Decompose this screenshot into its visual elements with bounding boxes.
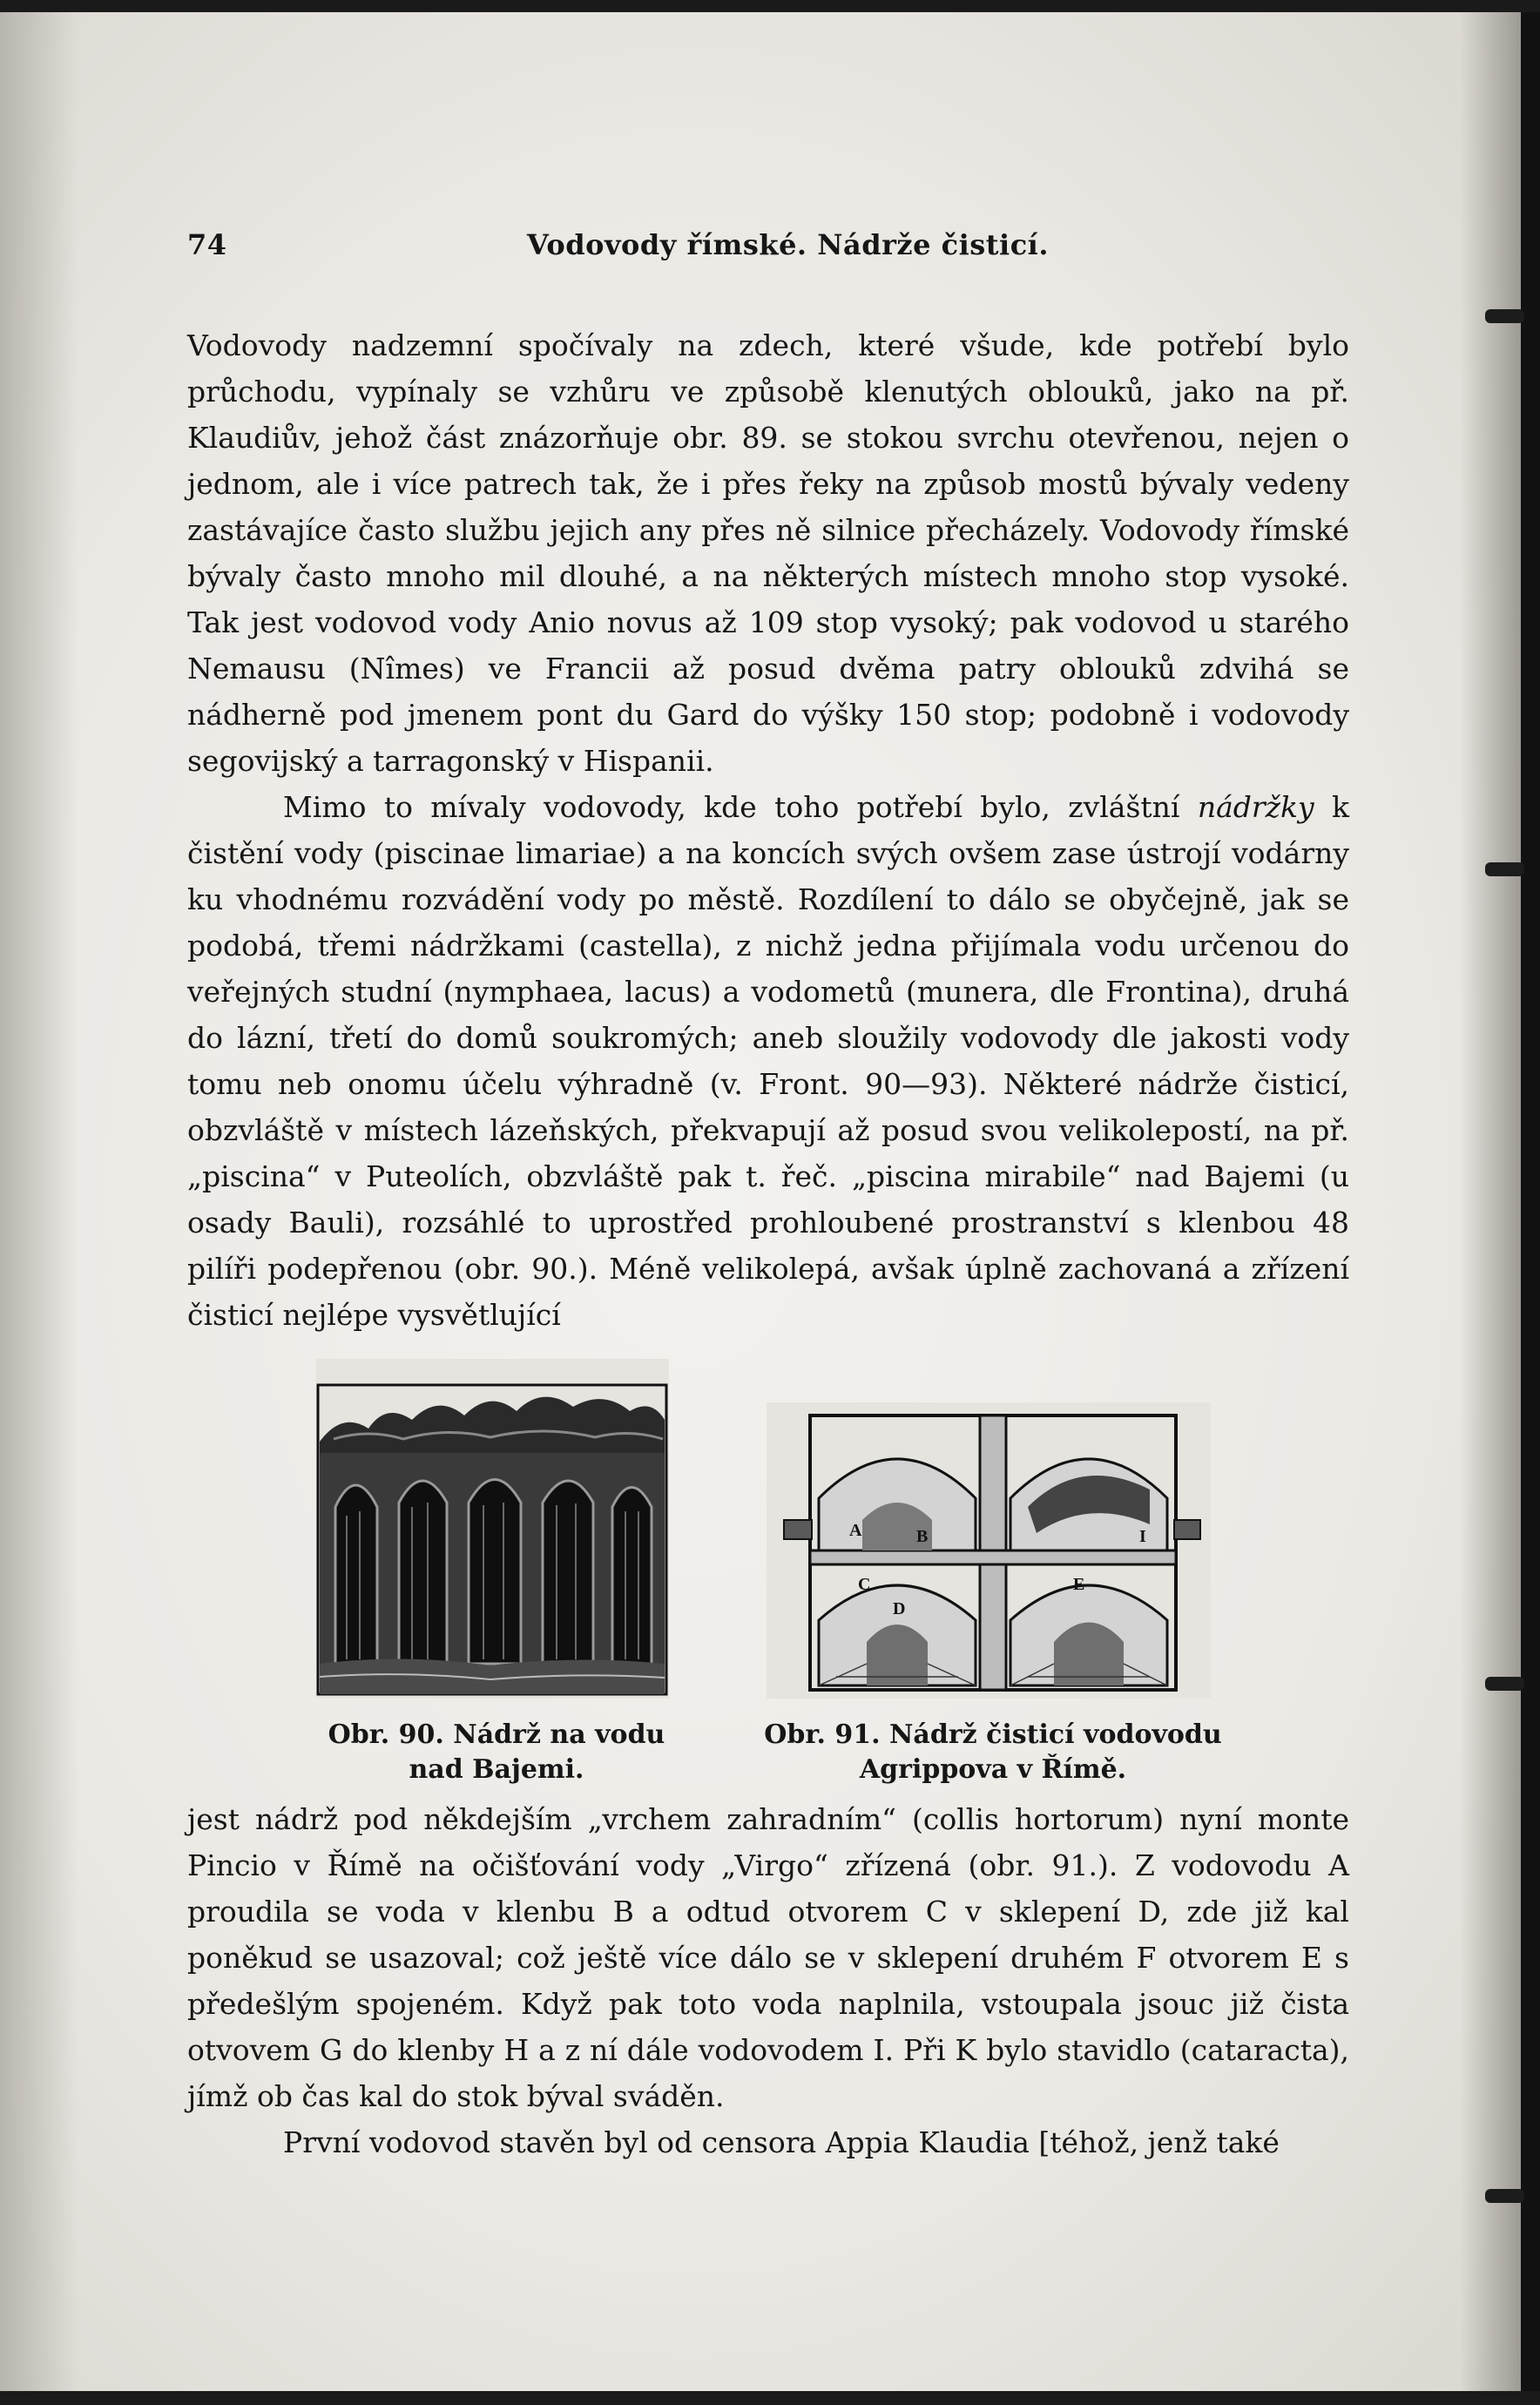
- scan-clip-mark: [1485, 1677, 1524, 1691]
- figure-91-caption: [749, 1718, 1237, 1787]
- fig91-label-a: A: [849, 1521, 862, 1540]
- figure-90-caption: [309, 1718, 684, 1787]
- caption-line: nad Bajemi.: [409, 1754, 584, 1785]
- scan-clip-mark: [1485, 862, 1524, 876]
- caption-line: Agrippova v Římě.: [859, 1754, 1127, 1785]
- caption-line: Obr. 90. Nádrž na vodu: [328, 1719, 665, 1750]
- page-number: 74: [187, 228, 227, 261]
- paragraph: [187, 1796, 1349, 2119]
- fig91-label-d: D: [893, 1599, 906, 1618]
- running-title: Vodovody římské. Nádrže čisticí.: [527, 228, 1049, 261]
- text-run: Mimo to mívaly vodovody, kde toho potřebí bylo, zvláštní: [283, 790, 1198, 824]
- running-header: [187, 228, 1354, 272]
- fig91-label-i: I: [1139, 1527, 1146, 1546]
- fig91-label-c: C: [858, 1575, 871, 1594]
- text-run: První vodovod stavěn byl od censora Appia Klaudia [téhož, jenž také: [283, 2125, 1280, 2159]
- scan-border-right: [1521, 0, 1540, 2405]
- paragraph: [187, 784, 1349, 1338]
- figure-91-illustration: [767, 1402, 1211, 1699]
- text-run: jest nádrž pod někdejším „vrchem zahradním“ (collis hortorum) nyní monte Pincio v Římě na očišťování vody „Virgo“ zřízená (obr. 91.). Z vodovodu A proudila se voda v klenbu B a odtud otvorem C v sklepení D, zde již kal poněkud se usazoval; což ještě více dálo se v sklepení druhém F otvorem E s předešlým spojeném. Když pak toto voda naplnila, vstoupala jsouc již čista otvovem G do klenby H a z ní dále vodovodem I. Při K bylo stavidlo (cataracta), jímž ob čas kal do stok býval sváděn.: [187, 1802, 1349, 2113]
- fig91-label-b: B: [916, 1527, 929, 1546]
- page-edge-shadow-right: [1460, 0, 1521, 2405]
- scan-clip-mark: [1485, 309, 1524, 323]
- page-edge-shadow-left: [0, 0, 78, 2405]
- text-block-upper: [187, 322, 1349, 1338]
- fig91-label-e: E: [1073, 1575, 1085, 1594]
- scan-border-bottom: [0, 2391, 1540, 2405]
- paragraph: [187, 322, 1349, 784]
- scan-border-top: [0, 0, 1540, 12]
- paragraph: [187, 2119, 1349, 2165]
- caption-line: Obr. 91. Nádrž čisticí vodovodu: [764, 1719, 1222, 1750]
- text-run: k čistění vody (piscinae limariae) a na koncích svých ovšem zase ústrojí vodárny ku vhodnému rozvádění vody po městě. Rozdílení to dálo se obyčejně, jak se podobá, třemi nádržkami (castella), z nichž jedna přijímala vodu určenou do veřejných studní (nymphaea, lacus) a vodometů (munera, dle Frontina), druhá do lázní, třetí do domů soukromých; aneb sloužily vodovody dle jakosti vody tomu neb onomu účelu výhradně (v. Front. 90—93). Některé nádrže čisticí, obzvláště v místech lázeňských, překvapují až posud svou velikolepostí, na př. „piscina“ v Puteolích, obzvláště pak t. řeč. „piscina mirabile“ nad Bajemi (u osady Bauli), rozsáhlé to uprostřed prohloubené prostranství s klenbou 48 pilíři podepřenou (obr. 90.). Méně velikolepá, avšak úplně zachovaná a zřízení čisticí nejlépe vysvětlující: [187, 790, 1349, 1332]
- scan-clip-mark: [1485, 2189, 1524, 2203]
- text-block-lower: [187, 1796, 1349, 2165]
- text-run: Vodovody nadzemní spočívaly na zdech, které všude, kde potřebí bylo průchodu, vypínaly se vzhůru ve způsobě klenutých oblouků, jako na př. Klaudiův, jehož část znázorňuje obr. 89. se stokou svrchu otevřenou, nejen o jednom, ale i více patrech tak, že i přes řeky na způsob mostů bývaly vedeny zastávajíce často službu jejich any přes ně silnice přecházely. Vodovody římské bývaly často mnoho mil dlouhé, a na některých místech mnoho stop vysoké. Tak jest vodovod vody Anio novus až 109 stop vysoký; pak vodovod u starého Nemausu (Nîmes) ve Francii až posud dvěma patry oblouků zdvihá se nádherně pod jmenem pont du Gard do výšky 150 stop; podobně i vodovody segovijský a tarragonský v Hispanii.: [187, 328, 1349, 778]
- italic-term: nádržky: [1197, 790, 1314, 824]
- figure-90-illustration: [316, 1359, 669, 1699]
